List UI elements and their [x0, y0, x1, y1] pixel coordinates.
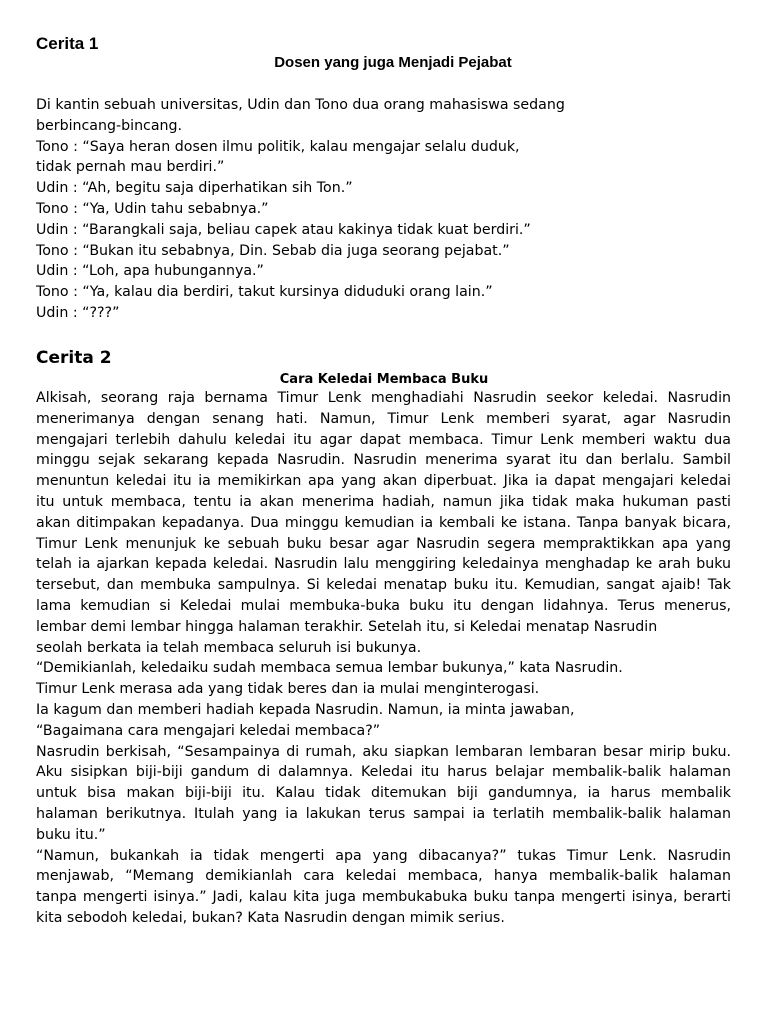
story2-line: lama kemudian si Keledai mulai membuka-buka buku itu dengan lidahnya. Terus menerus,: [36, 597, 731, 614]
story2-line: “Demikianlah, keledaiku sudah membaca semua lembar bukunya,” kata Nasrudin.: [36, 660, 623, 677]
story2-line: Timur Lenk menunjuk ke sebuah buku besar agar Nasrudin segera mempraktikkan apa yang: [36, 535, 731, 552]
story1-line: Tono : “Bukan itu sebabnya, Din. Sebab dia juga seorang pejabat.”: [36, 242, 510, 259]
story2-line: Ia kagum dan memberi hadiah kepada Nasrudin. Namun, ia minta jawaban,: [36, 701, 575, 718]
story2-title: Cara Keledai Membaca Buku: [279, 372, 489, 387]
story1-line: Tono : “Ya, kalau dia berdiri, takut kursinya diduduki orang lain.”: [36, 284, 493, 301]
story2-line: menjawab, “Memang demikianlah cara keledai membaca, hanya membalik-balik halaman: [36, 868, 731, 885]
story2-body: [36, 388, 731, 929]
story2-line: untuk bisa makan biji-biji itu. Kalau tidak ditemukan biji gandumnya, ia harus membalik: [36, 785, 731, 802]
story2-line: Aku sisipkan biji-biji gandum di dalamnya. Keledai itu harus belajar membalik-balik halaman: [36, 764, 731, 781]
story2-line: itu untuk membaca, tentu ia akan menerima hadiah, namun jika tidak maka hukuman pasti: [36, 493, 731, 510]
story2-line: buku itu.”: [36, 826, 106, 843]
story2-line: telah ia ajarkan kepada keledai. Nasrudin lalu menggiring keledainya menghadap ke arah buku: [36, 556, 731, 573]
story1-line: Di kantin sebuah universitas, Udin dan Tono dua orang mahasiswa sedang: [36, 97, 565, 113]
story1-line: tidak pernah mau berdiri.”: [36, 159, 225, 176]
story2-line: mengajari terlebih dahulu keledai itu agar dapat membaca. Timur Lenk memberi waktu dua: [36, 431, 731, 448]
story2-heading: Cerita 2: [36, 348, 112, 368]
story1-line: Udin : “Barangkali saja, beliau capek atau kakinya tidak kuat berdiri.”: [36, 221, 531, 238]
story1-line: Udin : “???”: [36, 304, 120, 321]
story1-line: Udin : “Loh, apa hubungannya.”: [36, 263, 264, 280]
story2-line: minggu sejak sekarang kepada Nasrudin. Nasrudin menerima syarat itu dan berlalu. Sambil: [36, 452, 731, 469]
story2-line: akan ditimpakan kepadanya. Dua minggu kemudian ia kembali ke istana. Tanpa banyak bicara,: [36, 514, 731, 531]
story2-line: tersebut, dan membuka sampulnya. Si keledai menatap buku itu. Kemudian, sangat ajaib! Tak: [36, 577, 731, 594]
story1-line: Tono : “Saya heran dosen ilmu politik, kalau mengajar selalu duduk,: [36, 138, 520, 155]
story2-line: tanpa mengerti isinya.” Jadi, kalau kita juga membukabuka buku tanpa mengerti isinya, berarti: [36, 889, 731, 906]
story2-line: “Namun, bukankah ia tidak mengerti apa yang dibacanya?” tukas Timur Lenk. Nasrudin: [36, 847, 731, 864]
story2-line: lembar demi lembar hingga halaman terakhir. Setelah itu, si Keledai menatap Nasrudin: [36, 618, 658, 635]
story1-line: Tono : “Ya, Udin tahu sebabnya.”: [36, 200, 269, 217]
story2-line: halaman berikutnya. Itulah yang ia lakukan terus sampai ia terlatih membalik-balik halaman: [36, 805, 731, 822]
story2-line: Nasrudin berkisah, “Sesampainya di rumah, aku siapkan lembaran lembaran besar mirip buku.: [36, 743, 731, 760]
story2-line: Alkisah, seorang raja bernama Timur Lenk menghadiahi Nasrudin seekor keledai. Nasrudin: [36, 390, 731, 406]
story2-line: seolah berkata ia telah membaca seluruh isi bukunya.: [36, 639, 422, 656]
story1-body: [36, 95, 736, 324]
story2-line: menerimanya dengan senang hati. Namun, Timur Lenk memberi syarat, agar Nasrudin: [36, 410, 731, 427]
story1-title: Dosen yang juga Menjadi Pejabat: [274, 54, 512, 71]
story2-line: kita sebodoh keledai, bukan? Kata Nasrudin dengan mimik serius.: [36, 909, 505, 926]
story2-line: Timur Lenk merasa ada yang tidak beres dan ia mulai menginterogasi.: [36, 681, 540, 698]
story1-line: berbincang-bincang.: [36, 117, 183, 134]
story1-line: Udin : “Ah, begitu saja diperhatikan sih Ton.”: [36, 180, 353, 197]
story1-heading: Cerita 1: [36, 34, 99, 53]
story2-line: menuntun keledai itu ia memikirkan apa yang akan diperbuat. Jika ia dapat mengajari keledai: [36, 473, 731, 490]
story2-line: “Bagaimana cara mengajari keledai membaca?”: [36, 722, 381, 739]
